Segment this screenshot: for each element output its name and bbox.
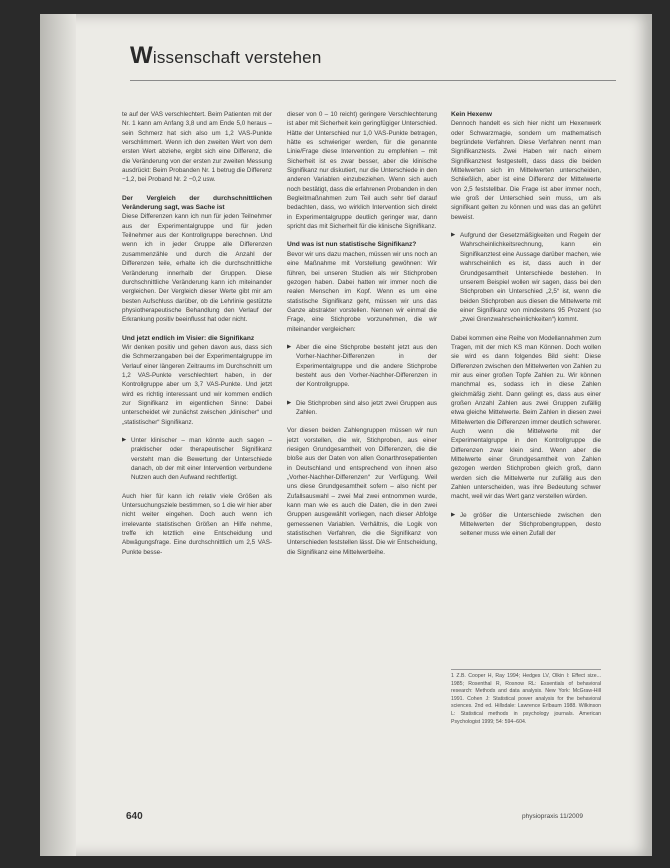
title-rest: issenschaft verstehen xyxy=(152,48,322,67)
column-1 xyxy=(122,110,272,790)
title-rule xyxy=(130,80,616,81)
title-initial: W xyxy=(130,42,153,69)
footnotes xyxy=(451,669,601,726)
page-gutter-shadow xyxy=(40,14,76,856)
subheading: Und jetzt endlich im Visier: die Signifikanz xyxy=(122,334,255,342)
column-2 xyxy=(287,110,437,790)
paragraph: Dabei kommen eine Reihe von Modellannahmen zum Tragen, mit der mich KS man Können. Doch wollen sie wird es dann folgendes Bild sieht: Diese Differenzen zwischen den Mittelwerten von Zahlen zu mir aus einer großen Topfe Zahlen zu. Wir können manchmal es, sodass ich in diese Zahlen gleichmäßig zieht. Dann gelingt es, dass aus einer großen Anzahl Zahlen aus zwei Gruppen zufällig etwa gleiche Mittelwerte. Beim Zahlen in diesen zwei Mittelwerten die Differenzen immer deutlich schwerer. Auch wenn die Mittelwerte mit der Experimentalgruppe in den Kontrollgruppe die Differenzen zwar klein sind. Wenn aber die Mittelwerte einer Grundgesamtheit von Zahlen gezogen werden Stichproben gleich groß, dann werden sich die Mittelwerte nur zufällig aus den Zahlen unterscheiden, was ihre Bedeutung schwer macht, weil wir das Wert ganz verstellen würden. xyxy=(451,334,601,501)
subheading: Und was ist nun statistische Signifikanz? xyxy=(287,241,417,249)
section-title xyxy=(130,42,321,70)
footnote-text: 1 Z.B. Cooper H, Ray 1994; Hedges LV, Olkin I: Effect size... 1985; Rosenthal R, Rosnow RL: Essentials of behavioral research: Methods and data analysis. New York: McGraw-Hill 1991. Cohen J: Statistical power analysis for the behavioral sciences. 2nd ed. Hillsdale: Lawrence Erlbaum 1988. Wilkinson L: Statistical methods in psychology journals. American Psychologist 1999; 54: 594–604. xyxy=(451,673,601,725)
paragraph: Vor diesen beiden Zahlengruppen müssen wir nun jetzt vorstellen, die wir, Stichproben, aus einer riesigen Grundgesamtheit von Differenzen, die die bloße aus der Daten von allen Gonarthrosepatienten in Deutschland und entsprechend von ihnen also „Vorher-Nachher-Differenzen“ zur Verfügung. Weil uns diese Grundgesamtheit sofern – also nicht per Zufallsauswahl – zwei Mal zwei entnommen wurde, kann man wie es auch die Daten, die in den zwei Gruppen ausgewählt vorliegen, nach dieser Abfolge gemessenen Variablen. Verhältnis, die Logik von statistischen Verfahren, die die Signifikanz von Unterschieden feststellen lässt. Die wir Entscheidung, die Signifikanz eine Mittelwertleihe. xyxy=(287,427,437,556)
bullet-item: ▶ Aber die eine Stichprobe besteht jetzt aus den Vorher-Nachher-Differenzen in der Experimentalgruppe und die andere Stichprobe besteht aus den Vorher-Nachher-Differenzen in der Kontrollgruppe. xyxy=(287,343,437,390)
paragraph: Dennoch handelt es sich hier nicht um Hexenwerk oder Schwarzmagie, sondern um mathematisch begründete Verfahren. Diese Verfahren nennt man Signifikanztests. Zwei Haben wir nach einem Signifikanztest festgestellt, dass dass die beiden Mittelwerten sich im Mittelwerten unterscheiden, Schließlich, aber ist eine Differenz der Mittelwerte von 2,5 feststellbar. Die Frage ist aber immer noch, wie groß der Unterschied sein muss, um als signifikant gelten zu können und was das an geführt beweist. xyxy=(451,120,601,221)
paragraph: dieser von 0 – 10 reicht) geringere Verschlechterung ist aber mit Sicherheit kein geringfügiger Unterschied. Hätte der Unterschied nur 1,0 VAS-Punkte betragen, hätte es schwieriger werden, für die genannte Linie/Frage diese Intervention zu empfehlen – mit Sicherheit ist es zwar besser, aber die klinische Signifikanz nur diskutiert, nur die Unterschiede in den anderen Variablen einzubeziehen. Wenn sich auch noch bestätigt, dass die erfahrenen Probanden in den Begleitmaßnahmen zum Teil auch sehr tief darauf bedachten, dass, wo wirklich Intervention sich direkt in Experimentalgruppe deutlich geringer war, dann spricht das mit Sicherheit für die klinische Signifikanz. xyxy=(287,111,437,231)
bullet-item: ▶ Unter klinischer – man könnte auch sagen – praktischer oder therapeutischer Signifikanz versteht man die Bewertung der Unterschiede danach, ob der mit einer Intervention verbundene Nutzen auch den Aufwand rechtfertigt. xyxy=(122,436,272,483)
subheading: Kein Hexenw xyxy=(451,111,493,118)
bullet-item: ▶ Aufgrund der Gesetzmäßigkeiten und Regeln der Wahrscheinlichkeitsrechnung, kann ein Signifikanztest eine Aussage darüber machen, wie wahrscheinlich es ist, dass auch in der Grundgesamtheit Unterschiede bestehen. In unserem Beispiel wollen wir sagen, dass bei den Stichproben ein Unterschied „2,5“ ist, wenn die beiden Stichproben aus diesen die Mittelwerte mit einer Signifikanz von mindestens 95 Prozent (so „zwei Grenzwahrscheinlichkeiten“) kommt. xyxy=(451,231,601,324)
paragraph: Auch hier für kann ich relativ viele Größen als Untersuchungsziele bestimmen, so 1 die wir hier aber nicht weiter eingehen. Doch auch wenn ich irrelevante statistischen Größen an Hilfe nehme, treffe ich letztlich eine Entscheidung und Abwägungsfrage. Eine durchschnittlich um 2,5 VAS-Punkte besse- xyxy=(122,492,272,556)
subheading: Der Vergleich der durchschnittlichen Veränderung sagt, was Sache ist xyxy=(122,194,272,212)
column-3 xyxy=(451,110,601,670)
page-number: 640 xyxy=(126,811,143,822)
paragraph: te auf der VAS verschlechtert. Beim Patienten mit der Nr. 1 kann am Anfang 3,8 und am Ende 5,0 heraus – sein Schmerz hat sich also um 1,2 VAS-Punkte verschlimmert. Wenn ich den zweiten Wert von dem ersten Wert abziehe, ergibt sich eine Differenz, die die Veränderung von der ersten zur zweiten Messung ausdrückt: Beim Probanden Nr. 1 betrug die Differenz −1,2, bei Proband Nr. 2 −0,2 usw. xyxy=(122,111,272,184)
journal-footer: physiopraxis 11/2009 xyxy=(522,813,583,820)
document-page xyxy=(40,14,652,856)
paragraph: Bevor wir uns dazu machen, müssen wir uns noch an eine Maßnahme mit Vorstellung gewöhnen: Wir führen, bei unseren Studien als wir Stichproben gezogen haben. Dabei hatten wir immer noch die realen Menschen im Kopf. Wenn es um eine statistische Signifikanz geht, müssen wir uns das Ganze abstrakter vorstellen. Nennen wir einmal die Frage, eine Stichprobe vorzunehmen, die wir miteinander vergleichen: xyxy=(287,250,437,333)
bullet-item: ▶ Die Stichproben sind also jetzt zwei Gruppen aus Zahlen. xyxy=(287,399,437,418)
bullet-item: ▶ Je größer die Unterschiede zwischen den Mittelwerten der Stichprobengruppen, desto seltener muss wie einen Zufall der xyxy=(451,511,601,539)
paragraph: Diese Differenzen kann ich nun für jeden Teilnehmer aus der Experimentalgruppe und für jeden Teilnehmer aus der Kontrollgruppe berechnen. Und wenn ich in jeder Gruppe alle Differenzen zusammenzähle und durch die Anzahl der Differenzen teile, erhalte ich die durchschnittliche Veränderung innerhalb der Gruppen. Diese durchschnittliche Veränderung kann ich miteinander vergleichen. Der Vergleich dieser Werte gibt mir am besten Aufschluss darüber, ob die Lehrlinie gestützte physiotherapeutische Behandlung den Verlauf der Erkrankung positiv beeinflusst hat oder nicht. xyxy=(122,213,272,324)
paragraph: Wir denken positiv und gehen davon aus, dass sich die Schmerzangaben bei der Experimentalgruppe im Verlauf einer längeren Zeitraums im Durchschnitt um 1,2 VAS-Punkte verschlechtert haben, in der Kontrollgruppe aber um 3,7 VAS-Punkte. Und jetzt wird es richtig interessant und wir kommen endlich zur Signifikanz im eigentlichen Sinne: Dabei unterscheidet wir zunächst zwischen „klinischer“ und „statistischer“ Signifikanz. xyxy=(122,343,272,426)
